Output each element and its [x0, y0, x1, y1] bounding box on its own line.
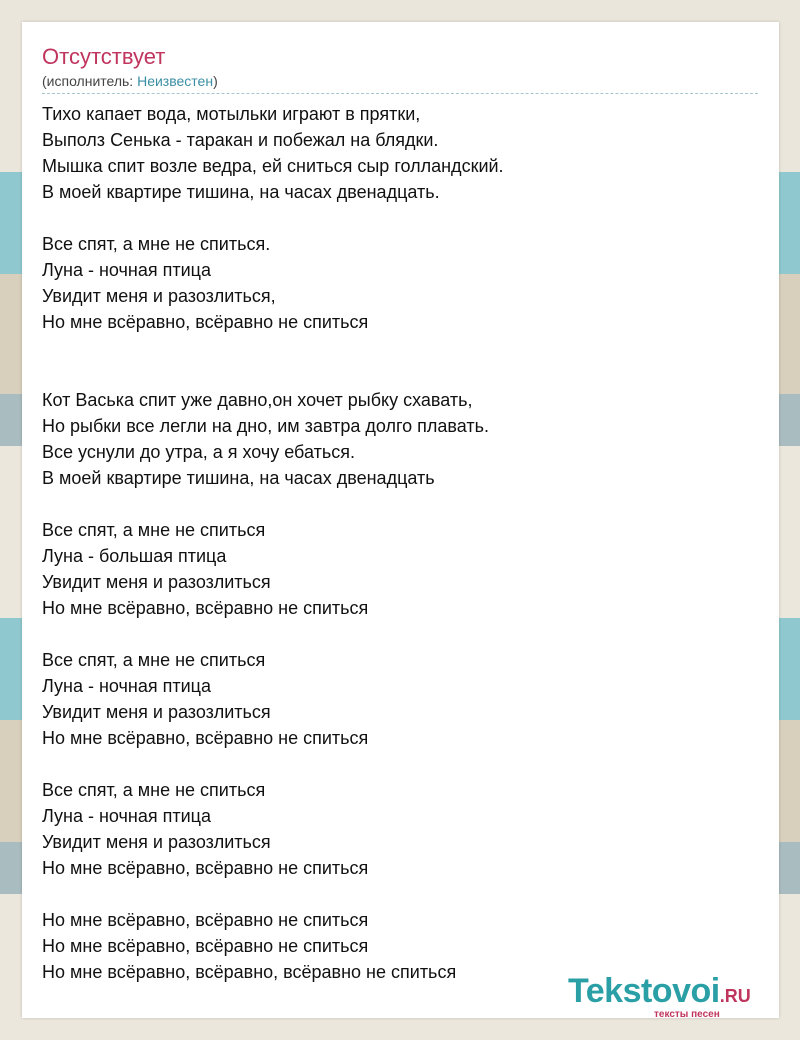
lyric-line: Все уснули до утра, а я хочу ебаться. — [42, 442, 355, 462]
lyric-line: Но мне всёравно, всёравно не спиться — [42, 858, 369, 878]
logo-domain: .RU — [719, 986, 751, 1006]
lyric-line: Увидит меня и разозлиться — [42, 832, 271, 852]
lyric-line — [42, 205, 758, 231]
lyric-line: Все спят, а мне не спиться. — [42, 234, 271, 254]
lyric-line: Луна - ночная птица — [42, 806, 211, 826]
lyric-line — [42, 621, 758, 647]
song-title: Отсутствует — [42, 44, 166, 69]
lyric-line: Все спят, а мне не спиться — [42, 650, 266, 670]
lyric-line: Луна - ночная птица — [42, 676, 211, 696]
lyric-line: Но мне всёравно, всёравно не спиться — [42, 936, 369, 956]
lyrics-text — [42, 101, 758, 985]
lyric-line: Но мне всёравно, всёравно не спиться — [42, 598, 369, 618]
lyric-line: В моей квартире тишина, на часах двенадцать — [42, 468, 435, 488]
lyric-line: Луна - большая птица — [42, 546, 227, 566]
lyric-line: Кот Васька спит уже давно,он хочет рыбку схавать, — [42, 390, 473, 410]
lyric-line — [42, 361, 758, 387]
lyric-line: Но мне всёравно, всёравно не спиться — [42, 728, 369, 748]
artist-link[interactable]: Неизвестен — [137, 73, 214, 89]
lyric-line: Но мне всёравно, всёравно, всёравно не спиться — [42, 962, 457, 982]
lyric-line: Все спят, а мне не спиться — [42, 520, 266, 540]
lyric-line: Луна - ночная птица — [42, 260, 211, 280]
lyric-line: Тихо капает вода, мотыльки играют в прятки, — [42, 104, 421, 124]
artist-line — [42, 72, 218, 90]
lyric-line — [42, 881, 758, 907]
lyric-line — [42, 491, 758, 517]
artist-suffix: ) — [213, 73, 218, 89]
lyric-line: В моей квартире тишина, на часах двенадцать. — [42, 182, 440, 202]
title-divider — [42, 93, 758, 94]
artist-prefix: (исполнитель: — [42, 73, 138, 89]
lyric-line — [42, 335, 758, 361]
logo-name: Tekstovoi — [568, 972, 720, 1010]
lyric-line: Мышка спит возле ведра, ей сниться сыр голландский. — [42, 156, 504, 176]
lyric-line: Все спят, а мне не спиться — [42, 780, 266, 800]
lyric-line — [42, 751, 758, 777]
logo-tagline: тексты песен — [654, 1009, 720, 1020]
lyric-line: Но мне всёравно, всёравно не спиться — [42, 910, 369, 930]
lyric-line: Но рыбки все легли на дно, им завтра долго плавать. — [42, 416, 490, 436]
lyric-line: Увидит меня и разозлиться — [42, 702, 271, 722]
lyric-line: Увидит меня и разозлиться — [42, 572, 271, 592]
lyrics-card — [22, 22, 779, 1018]
lyric-line: Выполз Сенька - таракан и побежал на блядки. — [42, 130, 439, 150]
lyric-line: Увидит меня и разозлиться, — [42, 286, 276, 306]
lyric-line: Но мне всёравно, всёравно не спиться — [42, 312, 369, 332]
